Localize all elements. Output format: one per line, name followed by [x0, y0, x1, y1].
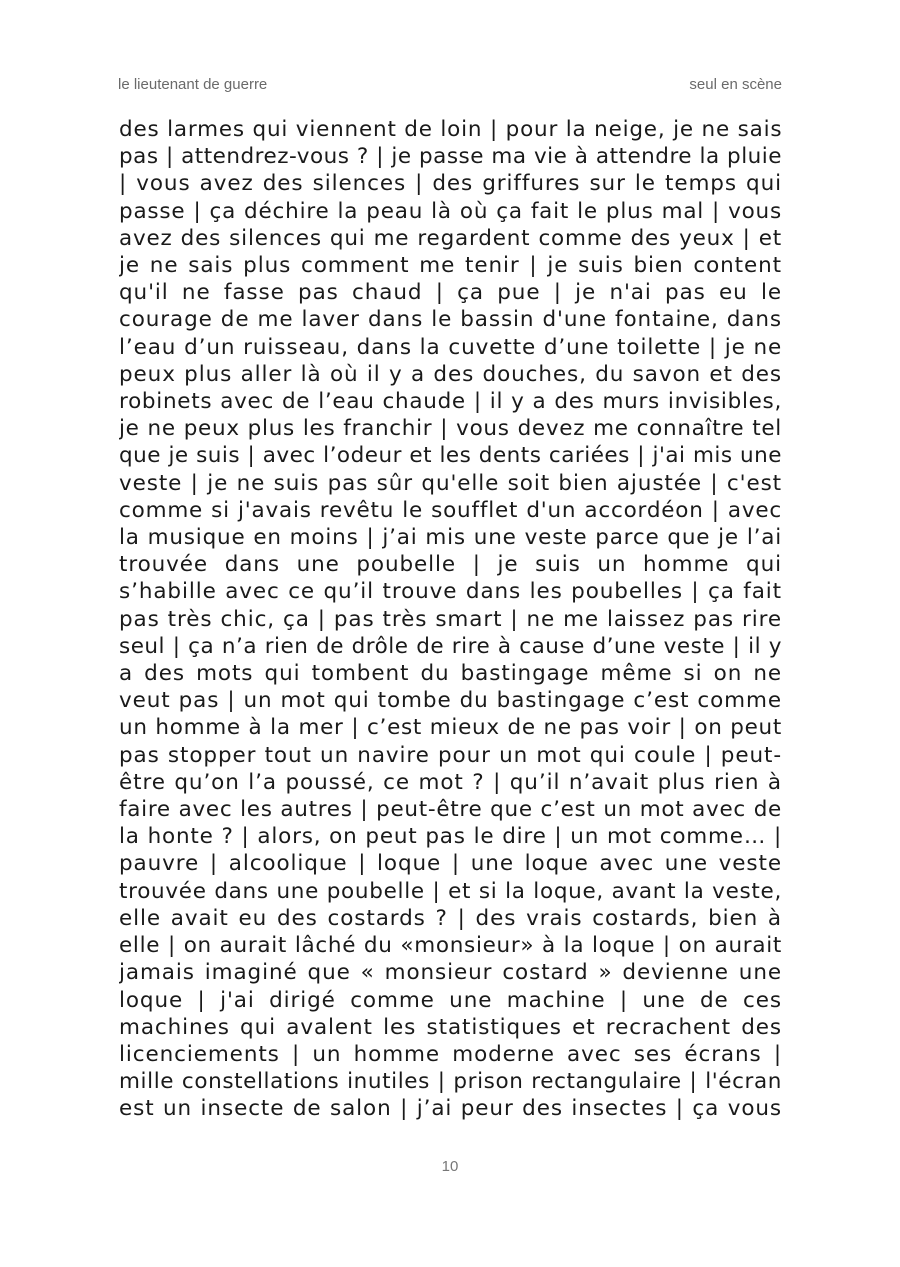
text-line: peux plus aller là où il y a des douches, du savon et des — [119, 361, 782, 387]
header-section-title: seul en scène — [689, 76, 782, 93]
header-book-title: le lieutenant de guerre — [118, 76, 268, 93]
text-line: trouvée dans une poubelle | je suis un homme qui — [119, 552, 782, 578]
text-line: comme si j'avais revêtu le soufflet d'un accordéon | avec — [119, 497, 782, 523]
text-line: avez des silences qui me regardent comme des yeux | et — [119, 225, 782, 251]
text-line: licenciements | un homme moderne avec ses écrans | — [119, 1041, 782, 1067]
text-line: je ne peux plus les franchir | vous devez me connaître tel — [119, 416, 782, 442]
text-line: pas stopper tout un navire pour un mot qui coule | peut- — [119, 742, 782, 768]
text-line: pauvre | alcoolique | loque | une loque avec une veste — [119, 851, 782, 877]
text-line: s’habille avec ce qu’il trouve dans les poubelles | ça fait — [119, 579, 782, 605]
body-text — [119, 116, 782, 1123]
text-line: veste | je ne suis pas sûr qu'elle soit bien ajustée | c'est — [119, 470, 782, 496]
text-line: veut pas | un mot qui tombe du bastingage c’est comme — [119, 688, 782, 714]
text-line: jamais imaginé que « monsieur costard » devienne une — [119, 960, 782, 986]
running-header — [118, 76, 782, 93]
text-line: mille constellations inutiles | prison rectangulaire | l'écran — [119, 1069, 782, 1095]
text-line: trouvée dans une poubelle | et si la loque, avant la veste, — [119, 878, 782, 904]
text-line: que je suis | avec l’odeur et les dents cariées | j'ai mis une — [119, 443, 782, 469]
text-line: loque | j'ai dirigé comme une machine | une de ces — [119, 987, 782, 1013]
text-line: a des mots qui tombent du bastingage même si on ne — [119, 661, 782, 687]
text-line: qu'il ne fasse pas chaud | ça pue | je n'ai pas eu le — [119, 280, 782, 306]
page-number: 10 — [441, 1158, 459, 1175]
text-line: elle | on aurait lâché du «monsieur» à la loque | on aurait — [119, 933, 782, 959]
text-line: pas | attendrez-vous ? | je passe ma vie à attendre la pluie — [119, 144, 782, 170]
text-line: seul | ça n’a rien de drôle de rire à cause d’une veste | il y — [119, 633, 782, 659]
text-line: la musique en moins | j’ai mis une veste parce que je l’ai — [119, 525, 782, 551]
text-line: être qu’on l’a poussé, ce mot ? | qu’il n’avait plus rien à — [119, 769, 782, 795]
text-line: est un insecte de salon | j’ai peur des insectes | ça vous — [119, 1096, 782, 1122]
text-line: un homme à la mer | c’est mieux de ne pas voir | on peut — [119, 715, 782, 741]
text-line: la honte ? | alors, on peut pas le dire | un mot comme… | — [119, 824, 782, 850]
text-line: | vous avez des silences | des griffures sur le temps qui — [119, 171, 782, 197]
text-line: elle avait eu des costards ? | des vrais costards, bien à — [119, 905, 782, 931]
text-line: pas très chic, ça | pas très smart | ne me laissez pas rire — [119, 606, 782, 632]
text-line: je ne sais plus comment me tenir | je suis bien content — [119, 253, 782, 279]
text-line: l’eau d’un ruisseau, dans la cuvette d’une toilette | je ne — [119, 334, 782, 360]
text-line: machines qui avalent les statistiques et recrachent des — [119, 1014, 782, 1040]
text-line: des larmes qui viennent de loin | pour la neige, je ne sais — [119, 117, 782, 142]
text-line: faire avec les autres | peut-être que c’est un mot avec de — [119, 797, 782, 823]
text-line: robinets avec de l’eau chaude | il y a des murs invisibles, — [119, 389, 782, 415]
text-line: passe | ça déchire la peau là où ça fait le plus mal | vous — [119, 198, 782, 224]
text-line: courage de me laver dans le bassin d'une fontaine, dans — [119, 307, 782, 333]
